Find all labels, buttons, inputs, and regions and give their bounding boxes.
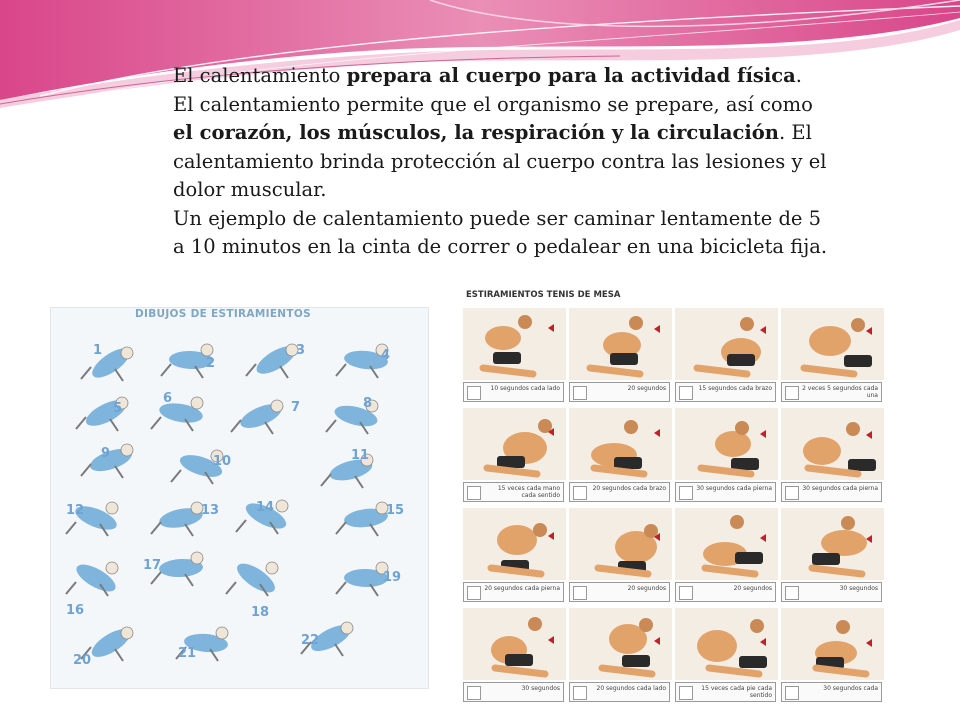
duration-text: 30 segundos cada <box>823 685 878 692</box>
figure-head <box>121 444 133 456</box>
stretch-duration-label <box>675 682 776 702</box>
duration-text: 20 segundos cada lado <box>596 685 666 692</box>
stretch-photo <box>463 608 566 680</box>
figure-number: 10 <box>213 454 232 469</box>
stretch-photo <box>463 308 566 380</box>
athlete-illustration <box>569 508 672 580</box>
duration-text: 30 segundos cada pierna <box>802 485 878 492</box>
figure-number: 11 <box>351 448 370 463</box>
duration-text: 15 veces cada pie cada sentido <box>701 685 772 699</box>
stretch-figure <box>336 502 389 536</box>
duration-text: 20 segundos cada pierna <box>484 585 560 592</box>
paragraph-1 <box>173 62 833 91</box>
stretch-icon <box>679 486 693 500</box>
figure-number: 14 <box>256 500 275 515</box>
figure-number: 18 <box>251 605 270 620</box>
stretch-duration-label <box>569 482 670 502</box>
figure-number: 5 <box>113 401 123 416</box>
duration-text: 15 veces cada mano cada sentido <box>497 485 560 499</box>
figure-head <box>266 562 278 574</box>
stretch-icon <box>467 386 481 400</box>
stretch-icon <box>573 386 587 400</box>
stretch-duration-label <box>781 582 882 602</box>
stretch-icon <box>573 586 587 600</box>
drawings-title: DIBUJOS DE ESTIRAMIENTOS <box>135 308 311 320</box>
duration-text: 15 segundos cada brazo <box>698 385 772 392</box>
figure-number: 20 <box>73 653 92 668</box>
duration-text: 10 segundos cada lado <box>490 385 560 392</box>
athlete-illustration <box>781 408 884 480</box>
figure-number: 13 <box>201 503 220 518</box>
athlete-illustration <box>675 308 778 380</box>
stretch-figure <box>231 399 285 434</box>
duration-text: 30 segundos <box>521 685 560 692</box>
athlete-illustration <box>463 508 566 580</box>
figure-number: 19 <box>383 570 402 585</box>
athlete-illustration <box>675 408 778 480</box>
athlete-illustration <box>781 508 884 580</box>
stretch-figure <box>151 502 204 536</box>
bold-span: el corazón, los músculos, la respiración y la circulación <box>173 121 779 144</box>
stretch-duration-label <box>463 482 564 502</box>
bold-span: prepara al cuerpo para la actividad física <box>346 64 796 87</box>
stretch-icon <box>467 686 481 700</box>
stretch-icon <box>679 686 693 700</box>
figure-number: 7 <box>291 400 301 415</box>
figure-head <box>191 552 203 564</box>
stretch-duration-label <box>781 382 882 402</box>
stretch-duration-label <box>569 682 670 702</box>
figure-number: 22 <box>301 633 320 648</box>
figure-number: 8 <box>363 396 373 411</box>
stretching-figures <box>51 308 428 688</box>
stretch-duration-label <box>569 382 670 402</box>
figure-head <box>121 627 133 639</box>
figure-number: 9 <box>101 446 111 461</box>
figure-number: 17 <box>143 558 162 573</box>
figure-number: 2 <box>206 356 216 371</box>
stretch-duration-label <box>675 582 776 602</box>
stretch-icon <box>467 486 481 500</box>
table-tennis-title: ESTIRAMIENTOS TENIS DE MESA <box>466 290 621 300</box>
stretch-icon <box>785 486 799 500</box>
stretch-photo <box>781 408 884 480</box>
athlete-illustration <box>781 308 884 380</box>
figure-head <box>276 500 288 512</box>
stretch-photo <box>781 608 884 680</box>
stretch-photo <box>463 408 566 480</box>
stretch-duration-label <box>569 582 670 602</box>
stretch-photo <box>675 608 778 680</box>
figure-number: 16 <box>66 603 85 618</box>
stretch-icon <box>467 586 481 600</box>
figure-head <box>191 397 203 409</box>
stretch-photo <box>463 508 566 580</box>
stretch-photo <box>781 508 884 580</box>
paragraph-3: Un ejemplo de calentamiento puede ser caminar lentamente de 5 a 10 minutos en la cinta de correr o pedalear en una bicicleta fija. <box>173 206 828 258</box>
figure-head <box>271 400 283 412</box>
duration-text: 2 veces 5 segundos cada una <box>802 385 878 399</box>
stretch-figure <box>66 559 120 597</box>
duration-text: 20 segundos <box>627 585 666 592</box>
stretch-figure <box>226 558 279 598</box>
stretch-duration-label <box>781 682 882 702</box>
stretch-icon <box>573 486 587 500</box>
stretch-photo <box>781 308 884 380</box>
stretch-icon <box>679 586 693 600</box>
figure-head <box>106 562 118 574</box>
athlete-illustration <box>781 608 884 680</box>
figure-number: 21 <box>178 646 197 661</box>
stretch-duration-label <box>781 482 882 502</box>
stretch-icon <box>679 386 693 400</box>
figure-number: 3 <box>296 343 306 358</box>
duration-text: 30 segundos cada pierna <box>696 485 772 492</box>
stretch-icon <box>573 686 587 700</box>
figure-number: 12 <box>66 503 85 518</box>
stretch-figure <box>81 343 134 383</box>
stretch-duration-label <box>463 382 564 402</box>
figure-head <box>201 344 213 356</box>
figure-number: 1 <box>93 343 103 358</box>
text-span: . El calentamiento brinda protección al cuerpo contra las lesiones y el dolor muscular. <box>173 121 827 201</box>
stretch-duration-label <box>675 382 776 402</box>
athlete-illustration <box>675 608 778 680</box>
figure-head <box>106 502 118 514</box>
paragraph-2 <box>173 91 833 205</box>
figure-number: 4 <box>381 348 391 363</box>
stretch-photo <box>569 508 672 580</box>
stretch-photo <box>569 608 672 680</box>
text-span: El calentamiento permite que el organismo se prepare, así como <box>173 92 813 116</box>
text-span: . <box>795 64 802 87</box>
stretch-icon <box>785 586 799 600</box>
duration-text: 20 segundos <box>733 585 772 592</box>
figure-head <box>216 627 228 639</box>
text-span: El calentamiento <box>173 64 347 87</box>
duration-text: 20 segundos <box>627 385 666 392</box>
athlete-illustration <box>569 608 672 680</box>
athlete-illustration <box>569 308 672 380</box>
athlete-illustration <box>675 508 778 580</box>
stretch-figure <box>246 341 299 379</box>
athlete-illustration <box>463 408 566 480</box>
stretch-photo <box>675 308 778 380</box>
athlete-illustration <box>463 308 566 380</box>
stretch-duration-label <box>463 682 564 702</box>
stretch-photo <box>675 408 778 480</box>
duration-text: 30 segundos <box>839 585 878 592</box>
stretch-duration-label <box>463 582 564 602</box>
duration-text: 20 segundos cada brazo <box>592 485 666 492</box>
figure-number: 6 <box>163 391 173 406</box>
figure-head <box>341 622 353 634</box>
figure-head <box>121 347 133 359</box>
table-tennis-stretches-image <box>463 290 888 699</box>
athlete-illustration <box>463 608 566 680</box>
stretching-drawings-image <box>50 307 429 689</box>
stretch-photo <box>569 308 672 380</box>
stretch-photo <box>569 408 672 480</box>
stretch-duration-label <box>675 482 776 502</box>
stretch-figure <box>336 562 388 596</box>
stretch-icon <box>785 686 799 700</box>
athlete-illustration <box>569 408 672 480</box>
stretch-photo <box>675 508 778 580</box>
body-text <box>173 62 833 262</box>
figure-number: 15 <box>386 503 405 518</box>
stretch-figure <box>151 397 204 431</box>
stretch-icon <box>785 386 799 400</box>
